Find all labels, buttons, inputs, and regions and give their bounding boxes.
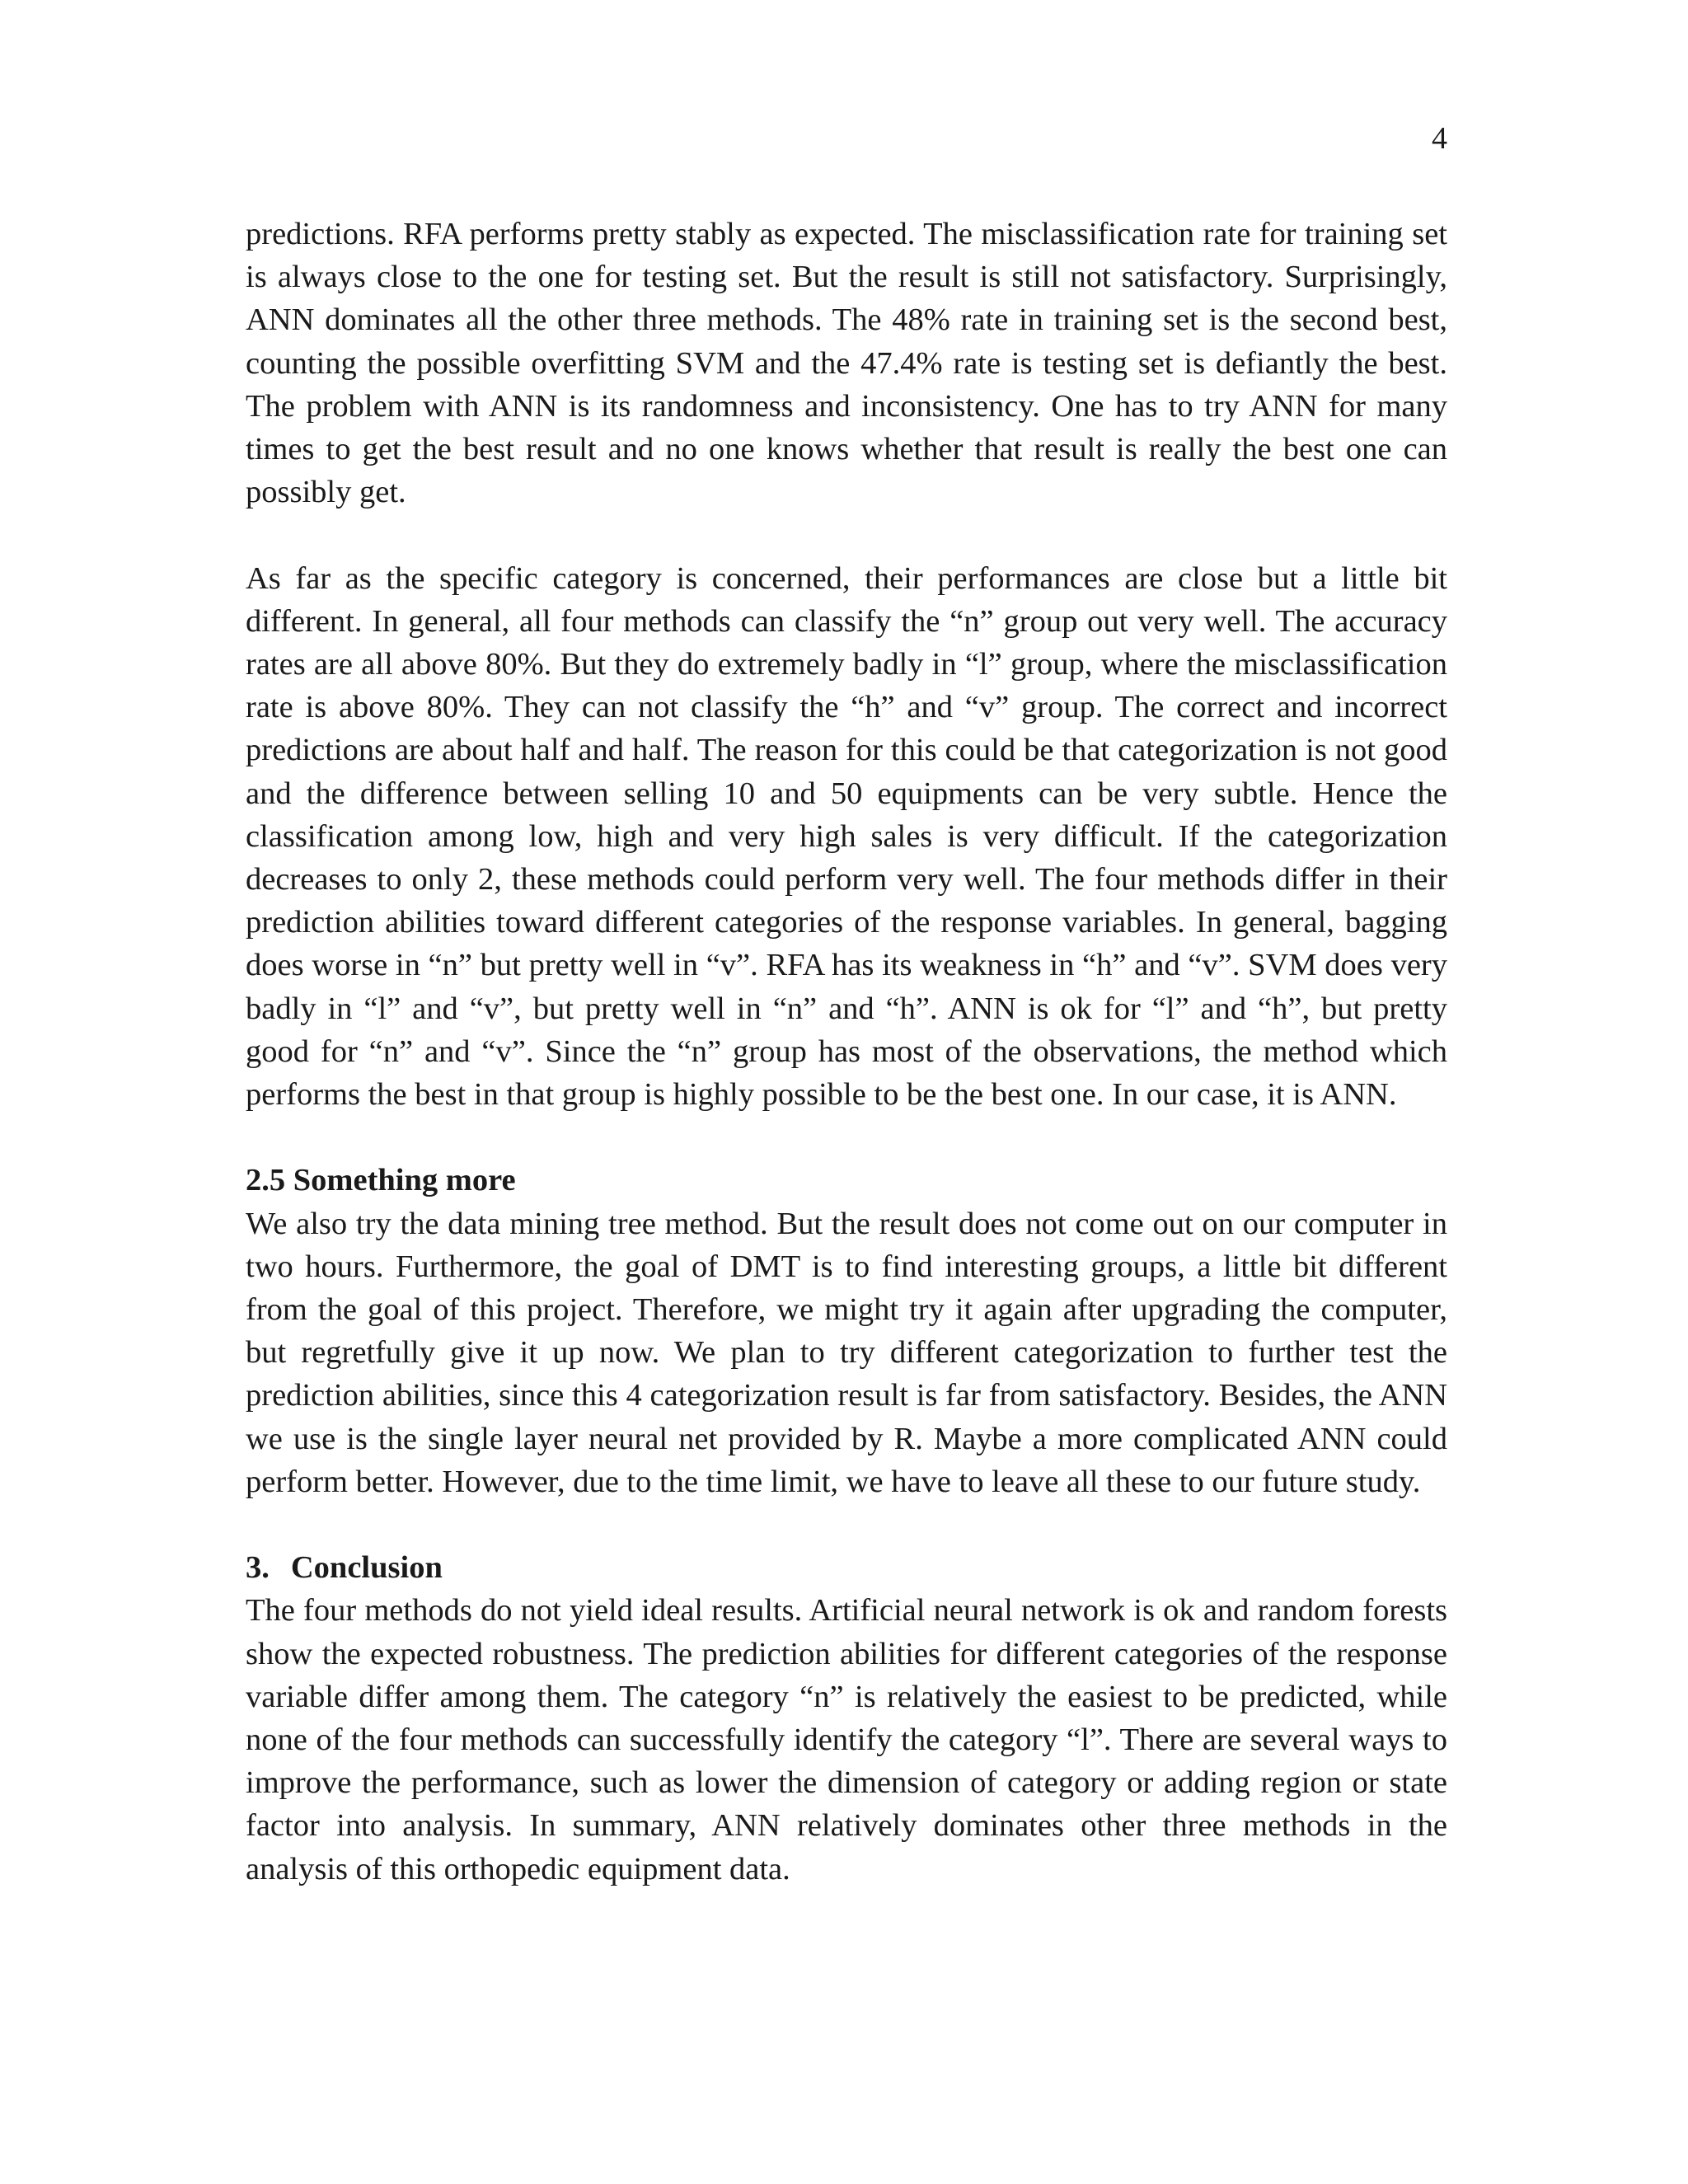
section-heading-something-more: 2.5 Something more — [246, 1163, 516, 1198]
section-heading-conclusion — [246, 1546, 1447, 1589]
paragraph-results-summary: predictions. RFA performs pretty stably as expected. The misclassification rate for training set is always close to the one for testing set. But the result is still not satisfactory. Surprisingly, ANN dominates all the other three methods. The 48% rate in training set is the second best, counting the possible overfitting SVM and the 47.4% rate is testing set is defiantly the best. The problem with ANN is its randomness and inconsistency. One has to try ANN for many times to get the best result and no one knows whether that result is really the best one can possibly get. — [246, 217, 1447, 510]
page-number: 4 — [1432, 121, 1447, 156]
paragraph-conclusion: The four methods do not yield ideal results. Artificial neural network is ok and random forests show the expected robustness. The prediction abilities for different categories of the response variable differ among them. The category “n” is relatively the easiest to be predicted, while none of the four methods can successfully identify the category “l”. There are several ways to improve the performance, such as lower the dimension of category or adding region or state factor into analysis. In summary, ANN relatively dominates other three methods in the analysis of this orthopedic equipment data. — [246, 1593, 1447, 1886]
section-number: 3. — [246, 1550, 270, 1586]
paragraph-category-performance: As far as the specific category is concerned, their performances are close but a little bit different. In general, all four methods can classify the “n” group out very well. The accuracy rates are all above 80%. But they do extremely badly in “l” group, where the misclassification rate is above 80%. They can not classify the “h” and “v” group. The correct and incorrect predictions are about half and half. The reason for this could be that categorization is not good and the difference between selling 10 and 50 equipments can be very subtle. Hence the classification among low, high and very high sales is very difficult. If the categorization decreases to only 2, these methods could perform very well. The four methods differ in their prediction abilities toward different categories of the response variables. In general, bagging does worse in “n” but pretty well in “v”. RFA has its weakness in “h” and “v”. SVM does very badly in “l” and “v”, but pretty well in “n” and “h”. ANN is ok for “l” and “h”, but pretty good for “n” and “v”. Since the “n” group has most of the observations, the method which performs the best in that group is highly possible to be the best one. In our case, it is ANN. — [246, 560, 1447, 1113]
section-title: Conclusion — [290, 1550, 443, 1586]
paragraph-something-more: We also try the data mining tree method. But the result does not come out on our computer in two hours. Furthermore, the goal of DMT is to find interesting groups, a little bit different from the goal of this project. Therefore, we might try it again after upgrading the computer, but regretfully give it up now. We plan to try different categorization to further test the prediction abilities, since this 4 categorization result is far from satisfactory. Besides, the ANN we use is the single layer neural net provided by R. Maybe a more complicated ANN could perform better. However, due to the time limit, we have to leave all these to our future study. — [246, 1206, 1447, 1499]
page-body — [246, 213, 1447, 1891]
